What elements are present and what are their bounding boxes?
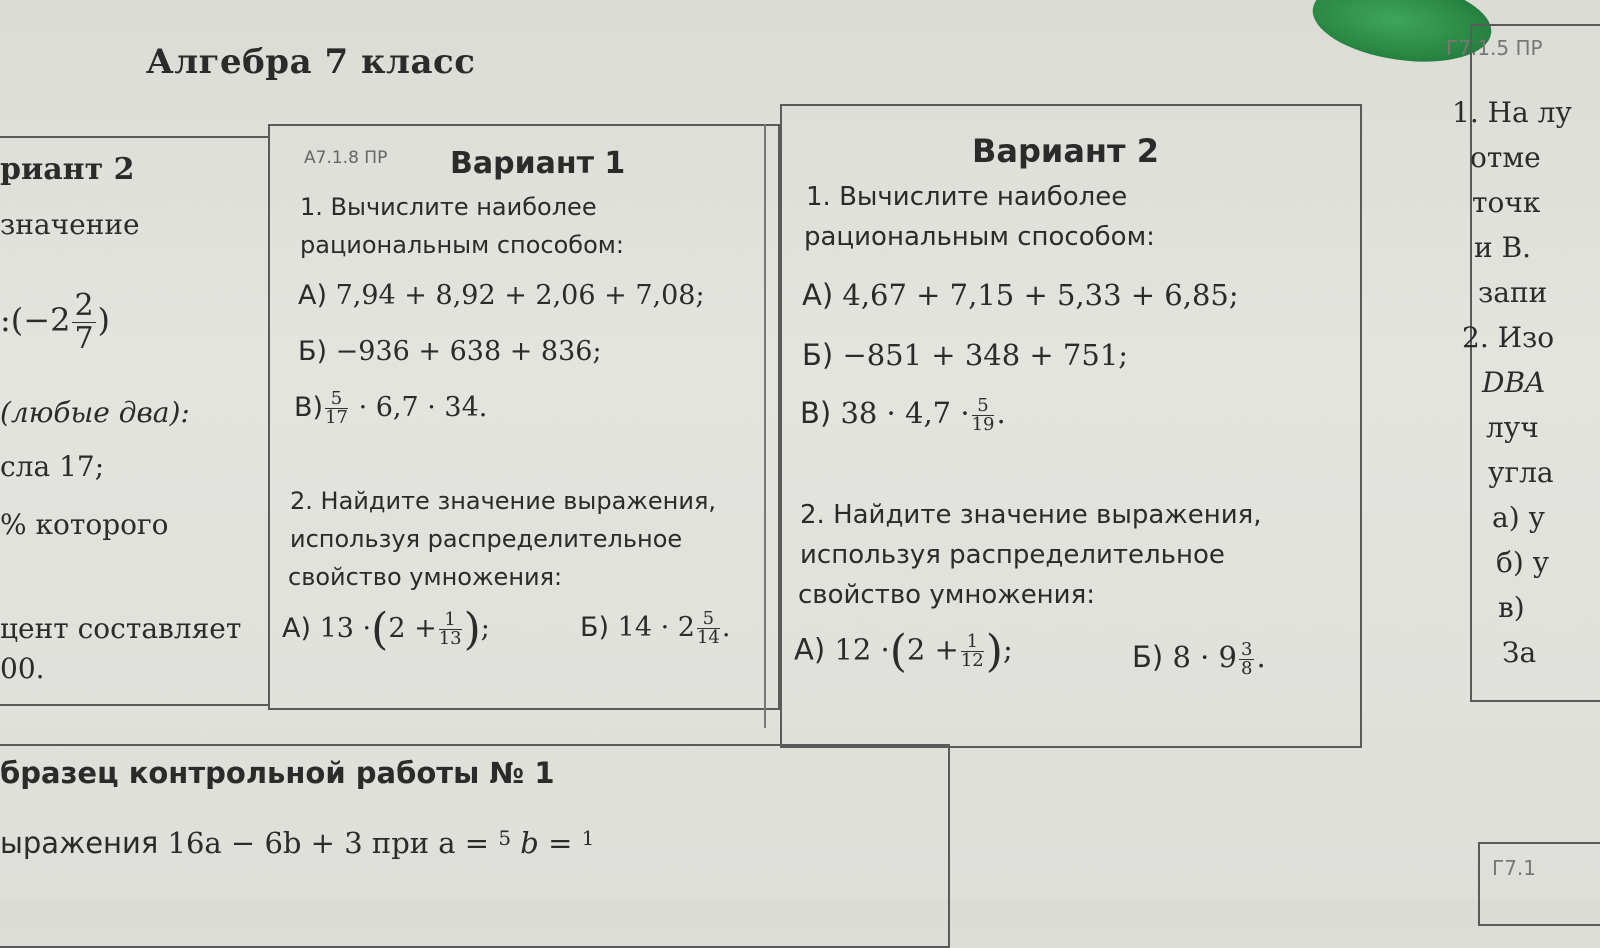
- variant1-t2b-label: Б): [580, 612, 610, 643]
- right-line: запи: [1478, 276, 1548, 309]
- variant2-title: Вариант 2: [972, 132, 1159, 170]
- variant1-t2a-pre: 13 ·: [319, 613, 372, 644]
- left-expr-prefix: :(−2: [0, 301, 71, 339]
- variant2-t2a-den: 12: [960, 650, 984, 671]
- right-line: угла: [1488, 456, 1554, 489]
- variant1-t2a-open-paren: (: [371, 604, 389, 655]
- corner-card: [1478, 842, 1600, 926]
- left-card-line-number: сла 17;: [0, 450, 105, 483]
- variant2-t2a-pre: 12 ·: [834, 632, 890, 667]
- variant1-t2a-den: 13: [438, 628, 462, 649]
- bottom-card-line: [0, 826, 594, 860]
- bottom-line-b: b =: [520, 826, 573, 860]
- left-frac-den: 7: [74, 321, 94, 356]
- variant2-v-expression: 38 · 4,7 ·: [840, 396, 970, 430]
- variant1-card: [268, 124, 780, 710]
- variant2-v-frac-den: 19: [971, 413, 995, 435]
- variant1-t2b-end: .: [721, 612, 731, 643]
- variant1-task2-line2: используя распределительное: [290, 525, 683, 553]
- left-card: [0, 136, 270, 706]
- bottom-card-title: бразец контрольной работы № 1: [0, 756, 555, 790]
- variant1-item-v: [294, 390, 487, 427]
- variant1-t2a-close-paren: ): [463, 604, 481, 655]
- right-line: DBA: [1482, 366, 1546, 399]
- right-line: а) у: [1492, 501, 1545, 534]
- variant1-t2b-pre: 14 · 2: [617, 612, 695, 643]
- variant2-t2b-label: Б): [1132, 640, 1164, 674]
- variant1-v-label: В): [294, 392, 324, 423]
- variant1-item-a: [298, 280, 705, 311]
- variant1-t2a-inner: 2 +: [388, 613, 437, 644]
- right-line: 2. Изо: [1462, 321, 1555, 354]
- variant1-t2b-fraction: [697, 610, 720, 647]
- left-card-line-00: 00.: [0, 652, 45, 685]
- variant1-v-fraction: [325, 390, 348, 427]
- left-card-heading: риант 2: [0, 152, 135, 187]
- variant2-item-b: [802, 338, 1128, 372]
- left-card-line-value: значение: [0, 208, 140, 241]
- right-line: отме: [1470, 141, 1541, 174]
- bottom-frac2-num: 1: [581, 826, 595, 850]
- variant1-task1-line1: 1. Вычислите наиболее: [300, 193, 597, 221]
- variant2-t2a-num: 1: [961, 633, 984, 652]
- bottom-frac-num: 5: [498, 826, 512, 850]
- variant1-t2a-label: А): [282, 613, 312, 644]
- variant2-t2b-num: 3: [1241, 638, 1253, 660]
- variant1-task2-b: [580, 610, 730, 647]
- left-expr-fraction: [72, 290, 95, 355]
- left-card-line-any-two: (любые два):: [0, 396, 190, 429]
- variant2-task2-b: [1132, 640, 1266, 678]
- variant1-task2-line1: 2. Найдите значение выражения,: [290, 487, 717, 515]
- variant1-t2a-fraction: [439, 611, 462, 648]
- right-line: луч: [1486, 411, 1539, 444]
- variant2-t2a-close-paren: ): [985, 626, 1003, 677]
- left-expr-suffix: ): [97, 301, 111, 339]
- variant2-v-label: В): [800, 396, 832, 430]
- variant1-task1-line2: рациональным способом:: [300, 231, 624, 259]
- variant2-v-frac-num: 5: [972, 397, 995, 416]
- variant2-card: [780, 104, 1362, 748]
- left-card-expression: [0, 290, 110, 355]
- variant1-task2-a: [282, 604, 490, 655]
- variant1-t2a-end: ;: [480, 613, 490, 644]
- variant2-task1-line1: 1. Вычислите наиболее: [806, 182, 1128, 212]
- variant2-t2b-end: .: [1256, 640, 1266, 674]
- variant2-v-fraction: [971, 394, 995, 435]
- variant1-a-label: А): [298, 280, 328, 311]
- right-card-lines: [1452, 90, 1572, 675]
- variant2-t2b-fraction: [1239, 638, 1254, 679]
- variant1-task2-line3: свойство умножения:: [288, 563, 563, 591]
- right-card-code: Г7.1.5 ПР: [1446, 36, 1543, 60]
- variant1-v-frac-num: 5: [325, 390, 348, 409]
- variant2-t2a-fraction: [961, 633, 984, 670]
- variant1-b-label: Б): [298, 336, 328, 367]
- variant2-a-label: А): [802, 278, 834, 312]
- variant2-t2b-pre: 8 · 9: [1172, 640, 1237, 674]
- left-card-line-compose: цент составляет: [0, 612, 242, 645]
- variant2-t2a-end: ;: [1002, 632, 1013, 667]
- variant1-a-expression: 7,94 + 8,92 + 2,06 + 7,08;: [335, 280, 705, 311]
- variant2-b-expression: −851 + 348 + 751;: [842, 338, 1129, 372]
- page-title: Алгебра 7 класс: [146, 42, 476, 82]
- variant1-v-expression: · 6,7 · 34.: [358, 392, 488, 423]
- right-line: За: [1502, 636, 1537, 669]
- bottom-line-prefix: ыражения: [0, 826, 159, 860]
- variant2-item-v: [800, 396, 1006, 434]
- variant1-code: А7.1.8 ПР: [304, 148, 388, 168]
- variant2-t2a-inner: 2 +: [906, 632, 959, 667]
- variant2-b-label: Б): [802, 338, 834, 372]
- corner-card-code: Г7.1: [1492, 856, 1537, 880]
- variant2-item-a: [802, 278, 1239, 312]
- variant2-task2-line2: используя распределительное: [800, 540, 1225, 570]
- right-card: [1446, 24, 1600, 702]
- variant2-a-expression: 4,67 + 7,15 + 5,33 + 6,85;: [842, 278, 1239, 312]
- variant2-t2a-label: А): [794, 632, 826, 667]
- left-frac-num: 2: [74, 288, 94, 323]
- variant1-t2b-num: 5: [697, 610, 720, 629]
- variant2-task2-a: [794, 626, 1013, 677]
- variant1-b-expression: −936 + 638 + 836;: [335, 336, 602, 367]
- variant2-v-end: .: [996, 396, 1006, 430]
- variant2-task2-line3: свойство умножения:: [798, 580, 1095, 610]
- right-line: в): [1498, 591, 1525, 624]
- right-line: точк: [1472, 186, 1541, 219]
- left-card-line-percent: % которого: [0, 508, 169, 541]
- variant1-item-b: [298, 336, 602, 367]
- right-line: и B.: [1474, 231, 1532, 264]
- variant1-title: Вариант 1: [450, 146, 626, 181]
- variant2-t2a-open-paren: (: [889, 626, 907, 677]
- variant2-t2b-den: 8: [1241, 657, 1253, 679]
- variant1-v-frac-den: 17: [325, 407, 348, 428]
- variant2-task1-line2: рациональным способом:: [804, 222, 1155, 252]
- variant1-t2b-den: 14: [696, 627, 720, 648]
- right-line: б) у: [1496, 546, 1550, 579]
- bottom-card: [0, 744, 950, 948]
- variant1-t2a-num: 1: [439, 611, 462, 630]
- bottom-line-expression: 16a − 6b + 3 при a =: [167, 826, 490, 860]
- variant2-task2-line1: 2. Найдите значение выражения,: [800, 500, 1262, 530]
- right-line: 1. На лу: [1452, 96, 1572, 129]
